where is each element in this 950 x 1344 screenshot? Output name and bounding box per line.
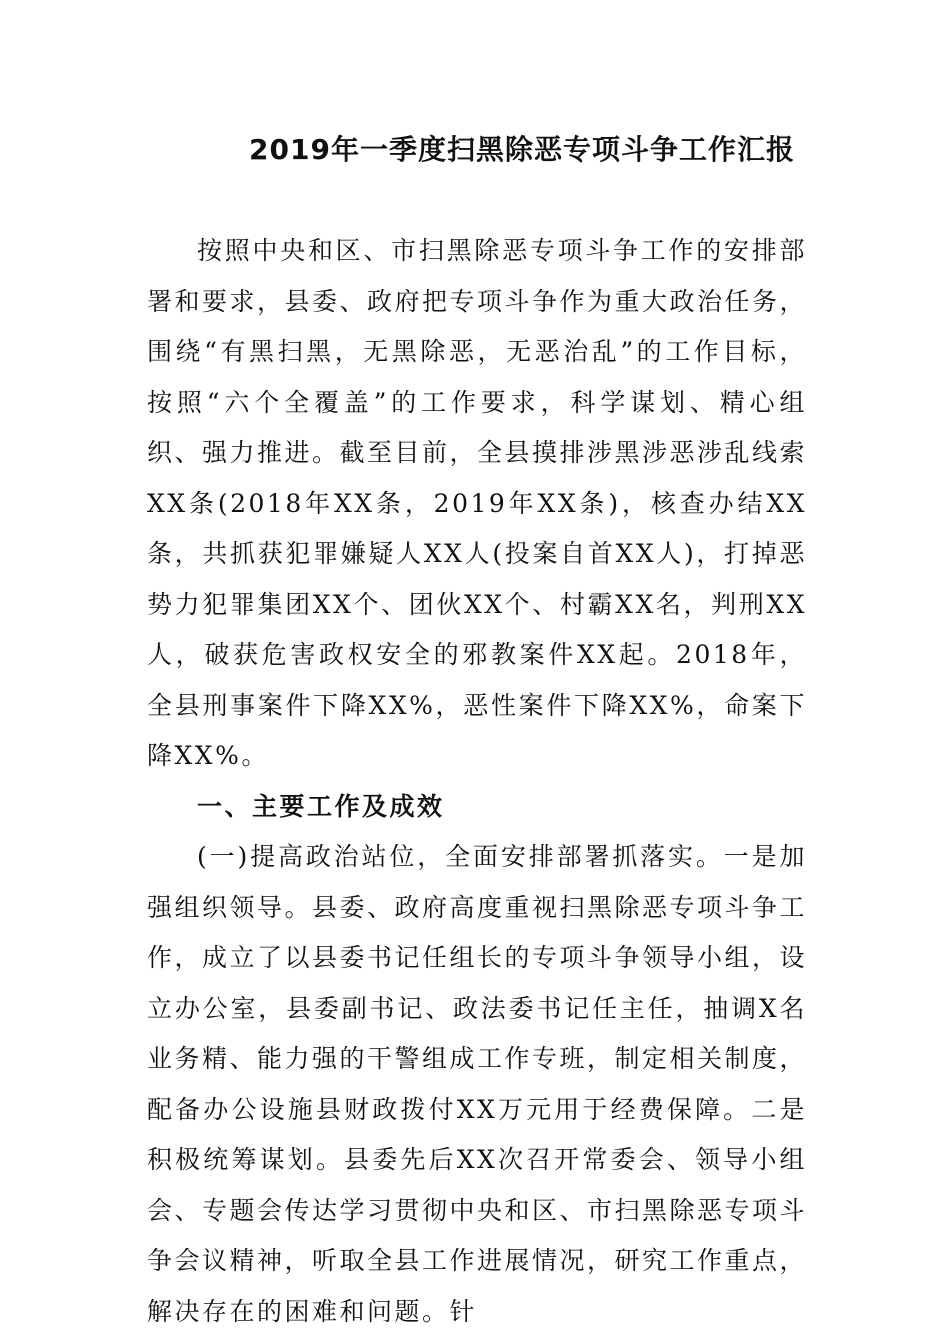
section-heading: 一、主要工作及成效: [197, 791, 445, 821]
section-paragraph: (一)提高政治站位，全面安排部署抓落实。一是加强组织领导。县委、政府高度重视扫黑除恶专项斗争工作，成立了以县委书记任组长的专项斗争领导小组，设立办公室，县委副书记、政法委书记任主任，抽调X名业务精、能力强的干警组成工作专班，制定相关制度，配备办公设施县财政拨付XX万元用于经费保障。二是积极统筹谋划。县委先后XX次召开常委会、领导小组会、专题会传达学习贯彻中央和区、市扫黑除恶专项斗争会议精神，听取全县工作进展情况，研究工作重点，解决存在的困难和问题。针: [147, 842, 808, 1326]
document-body: [147, 226, 807, 1337]
document-title: 2019年一季度扫黑除恶专项斗争工作汇报: [249, 133, 795, 166]
intro-paragraph: 按照中央和区、市扫黑除恶专项斗争工作的安排部署和要求，县委、政府把专项斗争作为重大政治任务，围绕“有黑扫黑，无黑除恶，无恶治乱”的工作目标，按照“六个全覆盖”的工作要求，科学谋划、精心组织、强力推进。截至目前，全县摸排涉黑涉恶涉乱线索XX条(2018年XX条，2019年XX条)，核查办结XX条，共抓获犯罪嫌疑人XX人(投案自首XX人)，打掉恶势力犯罪集团XX个、团伙XX个、村霸XX名，判刑XX人，破获危害政权安全的邪教案件XX起。2018年，全县刑事案件下降XX%，恶性案件下降XX%，命案下降XX%。: [147, 236, 808, 770]
